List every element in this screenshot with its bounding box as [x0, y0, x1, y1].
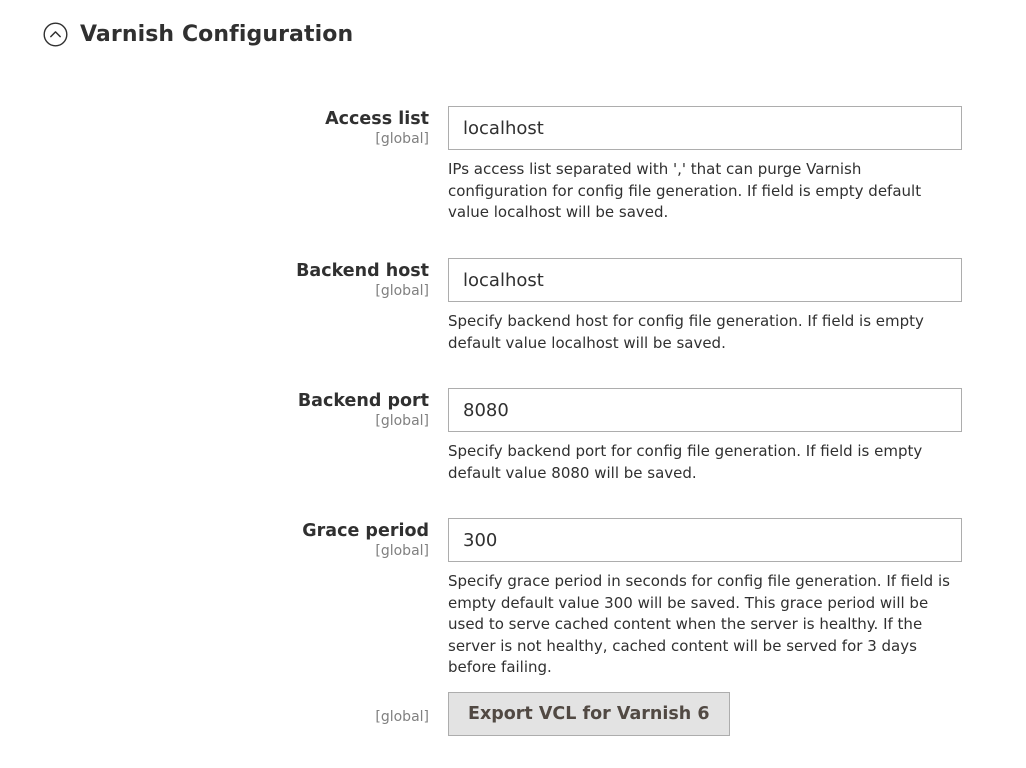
export-scope: [global] [375, 709, 429, 725]
access-list-input[interactable] [448, 106, 962, 150]
backend-host-note: Specify backend host for config file generation. If field is empty default value localhost will be saved. [448, 312, 924, 352]
access-list-note: IPs access list separated with ',' that can purge Varnish configuration for config file generation. If field is empty default value localhost will be saved. [448, 160, 922, 221]
grace-period-scope: [global] [375, 543, 429, 559]
grace-period-input[interactable] [448, 518, 962, 562]
access-list-scope: [global] [375, 131, 429, 147]
export-vcl-varnish-6-button[interactable]: Export VCL for Varnish 6 [448, 692, 730, 736]
chevron-up-circle-icon[interactable] [43, 22, 68, 47]
section-title: Varnish Configuration [80, 22, 354, 47]
section-header[interactable] [43, 22, 353, 47]
backend-port-input[interactable] [448, 388, 962, 432]
access-list-label: Access list [325, 109, 429, 129]
backend-port-scope: [global] [375, 413, 429, 429]
backend-host-label: Backend host [296, 261, 429, 281]
backend-port-label: Backend port [297, 391, 429, 411]
grace-period-note: Specify grace period in seconds for config file generation. If field is empty default value 300 will be saved. This grace period will be used to serve cached content when the server is healthy. If the server is not healthy, cached content will be served for 3 days before failing. [448, 572, 950, 676]
backend-host-scope: [global] [375, 283, 429, 299]
grace-period-label: Grace period [302, 521, 429, 541]
backend-port-note: Specify backend port for config file generation. If field is empty default value 8080 will be saved. [448, 442, 923, 482]
backend-host-input[interactable] [448, 258, 962, 302]
